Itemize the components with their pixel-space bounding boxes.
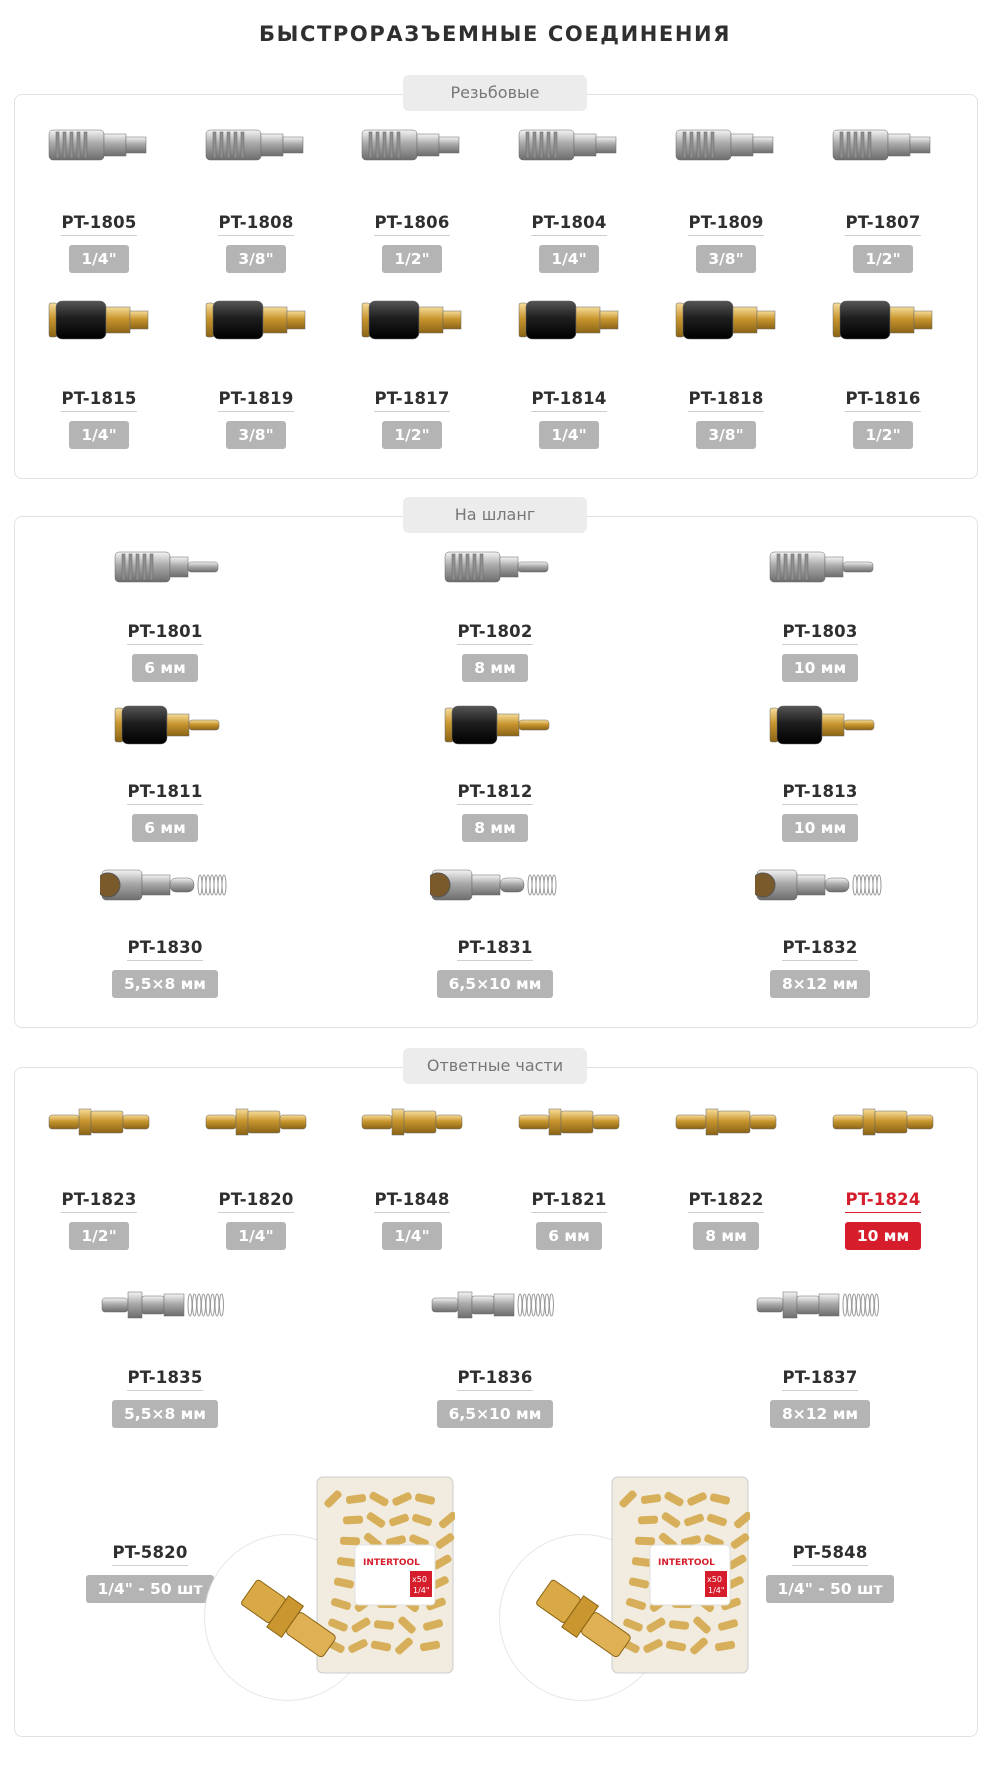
product-code[interactable]: PT-1808 — [218, 213, 293, 236]
product-code[interactable]: PT-1806 — [374, 213, 449, 236]
product-card[interactable] — [337, 213, 487, 273]
product-code[interactable]: PT-1809 — [688, 213, 763, 236]
product-card[interactable] — [651, 389, 801, 449]
product-card[interactable] — [181, 213, 331, 273]
product-code[interactable]: PT-1804 — [531, 213, 606, 236]
size-badge: 1/4" — [226, 1222, 286, 1250]
section-tab-hose[interactable]: На шланг — [403, 497, 587, 533]
product-image-pt-1814[interactable] — [504, 285, 634, 359]
product-card[interactable] — [808, 1190, 958, 1250]
size-badge: 3/8" — [226, 421, 286, 449]
brass-plug-closeup — [235, 1575, 345, 1669]
product-image-pt-1837[interactable] — [755, 1270, 885, 1344]
size-badge: 8 мм — [693, 1222, 759, 1250]
product-card[interactable] — [90, 938, 240, 998]
size-badge: 6 мм — [536, 1222, 602, 1250]
product-card[interactable] — [755, 1543, 905, 1603]
product-card[interactable] — [90, 1368, 240, 1428]
product-image-pt-1816[interactable] — [818, 285, 948, 359]
product-card[interactable] — [181, 1190, 331, 1250]
product-card[interactable] — [420, 938, 570, 998]
product-card[interactable] — [90, 622, 240, 682]
size-badge: 1/4" — [539, 421, 599, 449]
product-code[interactable]: PT-1821 — [531, 1190, 606, 1213]
product-card[interactable] — [75, 1543, 225, 1603]
product-image-pt-1848[interactable] — [347, 1087, 477, 1161]
product-image-pt-1812[interactable] — [430, 690, 560, 764]
size-badge: 1/4" — [382, 1222, 442, 1250]
product-code[interactable]: PT-1837 — [782, 1368, 857, 1391]
size-badge: 8×12 мм — [770, 1400, 870, 1428]
product-code[interactable]: PT-1818 — [688, 389, 763, 412]
product-image-pt-1822[interactable] — [661, 1087, 791, 1161]
size-badge: 1/4" - 50 шт — [86, 1575, 215, 1603]
product-code[interactable]: PT-1802 — [457, 622, 532, 645]
product-card[interactable] — [494, 1190, 644, 1250]
product-code[interactable]: PT-1832 — [782, 938, 857, 961]
section-tab-threaded[interactable]: Резьбовые — [403, 75, 587, 111]
size-badge: 1/4" - 50 шт — [766, 1575, 895, 1603]
product-card[interactable] — [181, 389, 331, 449]
product-card[interactable] — [745, 782, 895, 842]
product-image-pt-1820[interactable] — [191, 1087, 321, 1161]
product-card[interactable] — [337, 389, 487, 449]
product-code[interactable]: PT-1803 — [782, 622, 857, 645]
product-code[interactable]: PT-1812 — [457, 782, 532, 805]
product-image-pt-1832[interactable] — [755, 850, 885, 924]
size-badge: 1/4" — [539, 245, 599, 273]
product-image-pt-1802[interactable] — [430, 532, 560, 606]
product-image-pt-1830[interactable] — [100, 850, 230, 924]
section-tab-mating[interactable]: Ответные части — [403, 1048, 587, 1084]
product-code[interactable]: PT-1813 — [782, 782, 857, 805]
product-image-pt-1835[interactable] — [100, 1270, 230, 1344]
product-code[interactable]: PT-1848 — [374, 1190, 449, 1213]
product-code[interactable]: PT-5848 — [792, 1543, 867, 1566]
product-card[interactable] — [651, 213, 801, 273]
product-code[interactable]: PT-1801 — [127, 622, 202, 645]
product-image-pt-1803[interactable] — [755, 532, 885, 606]
product-image-pt-1818[interactable] — [661, 285, 791, 359]
product-image-pt-1836[interactable] — [430, 1270, 560, 1344]
product-code[interactable]: PT-1807 — [845, 213, 920, 236]
size-badge: 5,5×8 мм — [112, 1400, 218, 1428]
product-card[interactable] — [651, 1190, 801, 1250]
size-badge: 1/2" — [382, 421, 442, 449]
size-badge: 8×12 мм — [770, 970, 870, 998]
size-badge: 8 мм — [462, 654, 528, 682]
product-card[interactable] — [808, 213, 958, 273]
bag-size-label: 1/4" — [413, 1586, 430, 1595]
product-code[interactable]: PT-1823 — [61, 1190, 136, 1213]
product-image-pt-1824[interactable] — [818, 1087, 948, 1161]
size-badge: 5,5×8 мм — [112, 970, 218, 998]
size-badge: 6 мм — [132, 654, 198, 682]
size-badge: 3/8" — [696, 245, 756, 273]
size-badge: 6 мм — [132, 814, 198, 842]
size-badge: 10 мм — [845, 1222, 921, 1250]
size-badge: 3/8" — [226, 245, 286, 273]
product-card[interactable] — [24, 213, 174, 273]
product-code[interactable]: PT-1824 — [845, 1190, 920, 1213]
product-code[interactable]: PT-1820 — [218, 1190, 293, 1213]
product-card[interactable] — [745, 1368, 895, 1428]
product-image-pt-1806[interactable] — [347, 110, 477, 184]
product-code[interactable]: PT-1819 — [218, 389, 293, 412]
product-card[interactable] — [494, 389, 644, 449]
bag-brand-label: INTERTOOL — [363, 1558, 420, 1568]
product-card[interactable] — [90, 782, 240, 842]
size-badge: 1/2" — [853, 421, 913, 449]
product-image-pt-1811[interactable] — [100, 690, 230, 764]
product-code[interactable]: PT-5820 — [112, 1543, 187, 1566]
product-image-pt-1821[interactable] — [504, 1087, 634, 1161]
brass-plug-closeup — [530, 1575, 640, 1669]
product-code[interactable]: PT-1831 — [457, 938, 532, 961]
product-code[interactable]: PT-1815 — [61, 389, 136, 412]
product-image-pt-1815[interactable] — [34, 285, 164, 359]
bag-brand-label: INTERTOOL — [658, 1558, 715, 1568]
product-code[interactable]: PT-1817 — [374, 389, 449, 412]
product-code[interactable]: PT-1805 — [61, 213, 136, 236]
product-image-pt-1801[interactable] — [100, 532, 230, 606]
product-card[interactable] — [745, 938, 895, 998]
product-card[interactable] — [420, 782, 570, 842]
bag-size-label: 1/4" — [708, 1586, 725, 1595]
size-badge: 6,5×10 мм — [437, 970, 554, 998]
product-card[interactable] — [420, 622, 570, 682]
size-badge: 1/2" — [853, 245, 913, 273]
product-image-pt-1823[interactable] — [34, 1087, 164, 1161]
product-code[interactable]: PT-1835 — [127, 1368, 202, 1391]
bag-qty-label: x50 — [707, 1575, 722, 1584]
size-badge: 6,5×10 мм — [437, 1400, 554, 1428]
product-image-pt-1805[interactable] — [34, 110, 164, 184]
product-card[interactable] — [745, 622, 895, 682]
size-badge: 10 мм — [782, 654, 858, 682]
product-card[interactable] — [24, 1190, 174, 1250]
product-image-pt-1817[interactable] — [347, 285, 477, 359]
product-card[interactable] — [337, 1190, 487, 1250]
product-card[interactable] — [24, 389, 174, 449]
product-card[interactable] — [808, 389, 958, 449]
product-code[interactable]: PT-1822 — [688, 1190, 763, 1213]
product-code[interactable]: PT-1830 — [127, 938, 202, 961]
product-image-pt-1819[interactable] — [191, 285, 321, 359]
product-code[interactable]: PT-1836 — [457, 1368, 532, 1391]
product-code[interactable]: PT-1811 — [127, 782, 202, 805]
product-image-pt-1813[interactable] — [755, 690, 885, 764]
size-badge: 1/2" — [382, 245, 442, 273]
product-image-pt-1804[interactable] — [504, 110, 634, 184]
product-card[interactable] — [420, 1368, 570, 1428]
product-image-pt-1807[interactable] — [818, 110, 948, 184]
product-code[interactable]: PT-1816 — [845, 389, 920, 412]
product-image-pt-1809[interactable] — [661, 110, 791, 184]
product-code[interactable]: PT-1814 — [531, 389, 606, 412]
size-badge: 8 мм — [462, 814, 528, 842]
bag-qty-label: x50 — [412, 1575, 427, 1584]
size-badge: 3/8" — [696, 421, 756, 449]
size-badge: 10 мм — [782, 814, 858, 842]
page-title: БЫСТРОРАЗЪЕМНЫЕ СОЕДИНЕНИЯ — [259, 22, 731, 46]
size-badge: 1/4" — [69, 245, 129, 273]
product-image-pt-1831[interactable] — [430, 850, 560, 924]
size-badge: 1/4" — [69, 421, 129, 449]
product-card[interactable] — [494, 213, 644, 273]
product-image-pt-1808[interactable] — [191, 110, 321, 184]
size-badge: 1/2" — [69, 1222, 129, 1250]
